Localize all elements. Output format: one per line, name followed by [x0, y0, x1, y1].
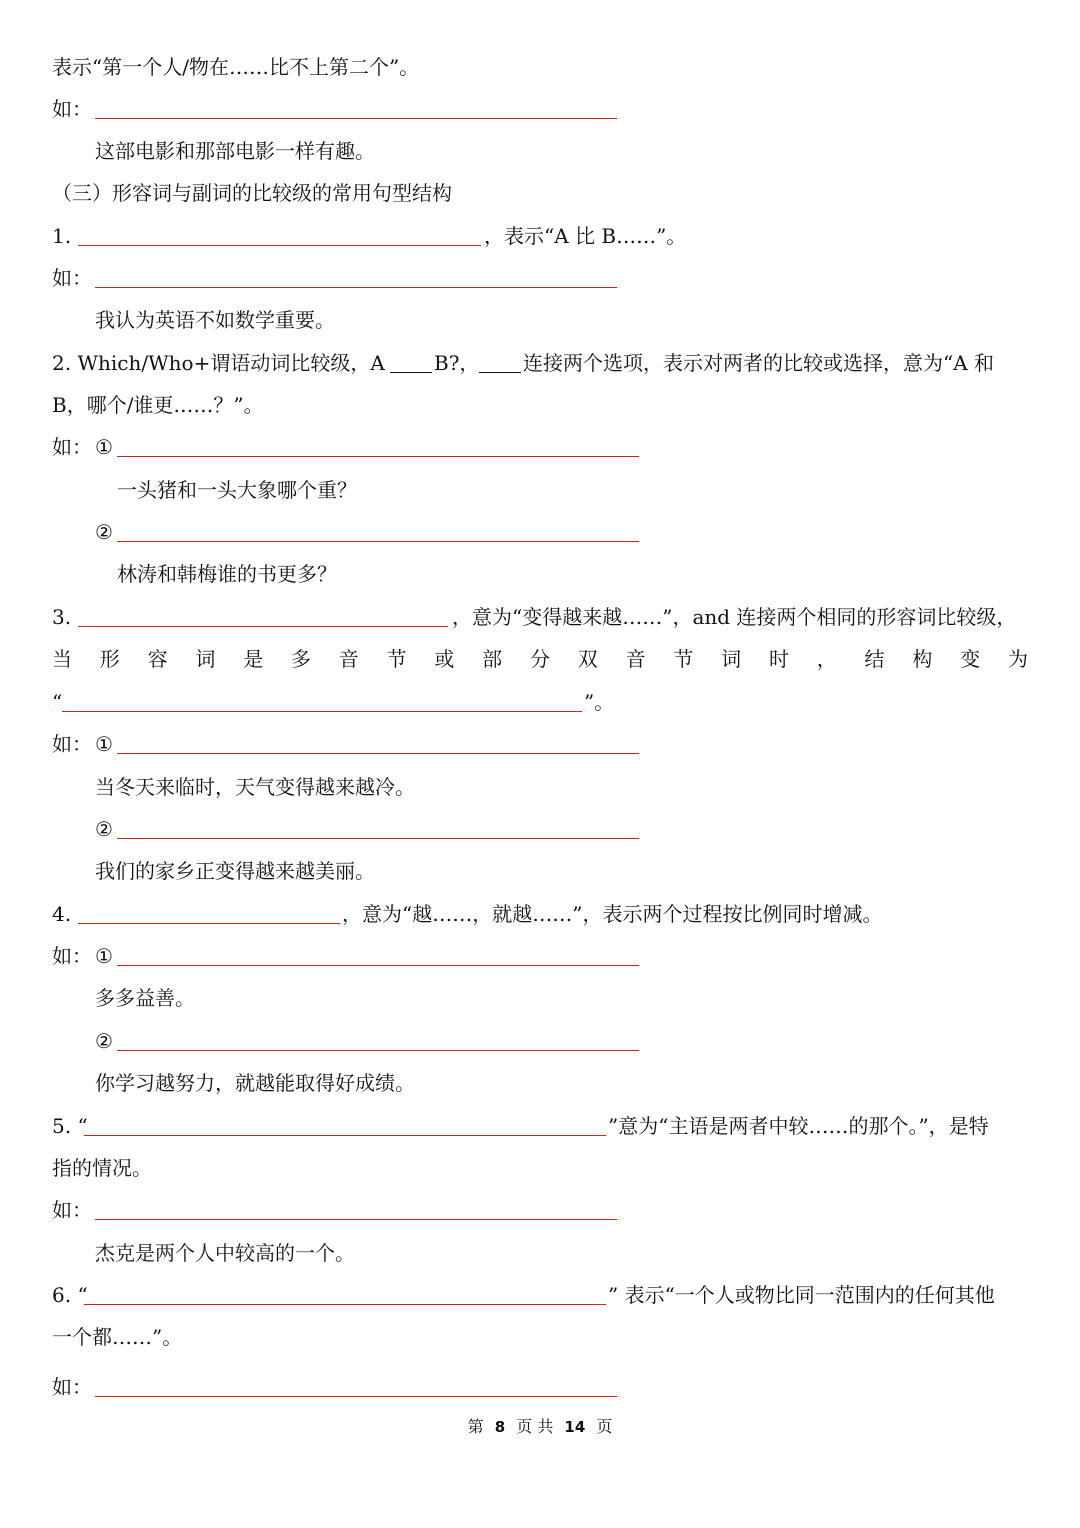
char: 构: [912, 647, 933, 671]
item-text: 2. Which/Who+谓语动词比较级，A: [52, 351, 385, 375]
answer-blank[interactable]: [117, 753, 639, 754]
char: 容: [147, 647, 168, 671]
char: 词: [721, 647, 742, 671]
quote-mark: “: [52, 690, 63, 714]
item-number: 6. “: [52, 1283, 88, 1307]
section-title-text: （三）形容词与副词的比较级的常用句型结构: [52, 181, 452, 205]
example-text: 我认为英语不如数学重要。: [95, 308, 335, 332]
item-description: ”意为“主语是两者中较……的那个。”，是特: [608, 1114, 989, 1138]
sentence-text: 表示“第一个人/物在……比不上第二个”。: [52, 55, 420, 79]
item-number: 1.: [52, 224, 72, 248]
answer-blank[interactable]: [95, 287, 617, 288]
answer-blank[interactable]: [84, 1135, 606, 1136]
example-text: 一头猪和一头大象哪个重？: [117, 478, 357, 502]
example-text: 你学习越努力，就越能取得好成绩。: [95, 1071, 415, 1095]
answer-blank[interactable]: [78, 923, 340, 924]
char: 当: [52, 647, 72, 671]
char: 形: [99, 647, 120, 671]
answer-blank[interactable]: [78, 245, 481, 246]
footer-text: 页 共: [516, 1417, 554, 1436]
example-label: 如：: [52, 435, 92, 459]
char: 音: [338, 647, 359, 671]
char: 或: [434, 647, 455, 671]
example-text: 林涛和韩梅谁的书更多？: [117, 562, 337, 586]
item-description: ，意为“越……，就越……”，表示两个过程按比例同时增减。: [342, 902, 883, 926]
answer-blank[interactable]: [117, 965, 639, 966]
char: 词: [195, 647, 216, 671]
answer-blank[interactable]: [117, 1050, 639, 1051]
example-text: 我们的家乡正变得越来越美丽。: [95, 859, 375, 883]
answer-blank[interactable]: [95, 118, 617, 119]
item-number: 4.: [52, 902, 72, 926]
example-label: 如：: [52, 1198, 92, 1222]
quote-mark: ”。: [584, 690, 615, 714]
char: ，: [816, 647, 837, 671]
circled-number: ①: [95, 944, 113, 968]
total-pages: 14: [564, 1418, 586, 1436]
item-description: ，表示“A 比 B……”。: [484, 224, 687, 248]
char: 音: [625, 647, 646, 671]
item-number: 5. “: [52, 1114, 88, 1138]
char: 结: [864, 647, 885, 671]
example-text: 杰克是两个人中较高的一个。: [95, 1241, 355, 1265]
circled-number: ②: [95, 520, 113, 544]
char: 时: [768, 647, 789, 671]
page-number: 8: [494, 1418, 506, 1436]
char: 为: [1007, 647, 1028, 671]
example-label: 如：: [52, 732, 92, 756]
circled-number: ①: [95, 732, 113, 756]
circled-number: ②: [95, 817, 113, 841]
example-label: 如：: [52, 944, 92, 968]
item-text: B?，: [434, 351, 480, 375]
item-text: 一个都……”。: [52, 1325, 183, 1349]
answer-blank[interactable]: [117, 456, 639, 457]
example-text: 当冬天来临时，天气变得越来越冷。: [95, 775, 415, 799]
example-label: 如：: [52, 97, 92, 121]
char: 部: [482, 647, 503, 671]
answer-blank[interactable]: [62, 711, 582, 712]
example-text: 这部电影和那部电影一样有趣。: [95, 139, 375, 163]
char: 双: [577, 647, 598, 671]
item-text: 指的情况。: [52, 1156, 152, 1180]
item-description: ” 表示“一个人或物比同一范围内的任何其他: [608, 1283, 995, 1307]
answer-blank-short[interactable]: [479, 372, 521, 373]
char: 多: [290, 647, 311, 671]
footer-text: 第: [467, 1417, 484, 1436]
char: 变: [960, 647, 981, 671]
char: 分: [529, 647, 550, 671]
answer-blank[interactable]: [117, 541, 639, 542]
char: 节: [673, 647, 694, 671]
item-text: 连接两个选项，表示对两者的比较或选择，意为“A 和: [523, 351, 995, 375]
item-number: 3.: [52, 605, 72, 629]
char: 是: [243, 647, 264, 671]
justified-text: [52, 644, 1028, 674]
example-label: 如：: [52, 266, 92, 290]
char: 节: [386, 647, 407, 671]
answer-blank[interactable]: [84, 1304, 606, 1305]
answer-blank[interactable]: [78, 626, 448, 627]
circled-number: ①: [95, 435, 113, 459]
footer-text: 页: [596, 1417, 613, 1436]
item-description: ，意为“变得越来越……”，and 连接两个相同的形容词比较级，: [452, 605, 1017, 629]
answer-blank[interactable]: [95, 1396, 617, 1397]
example-label: 如：: [52, 1375, 92, 1399]
item-text: B，哪个/谁更……？”。: [52, 393, 264, 417]
page-footer: [0, 1415, 1080, 1439]
answer-blank-short[interactable]: [390, 372, 432, 373]
answer-blank[interactable]: [95, 1219, 617, 1220]
example-text: 多多益善。: [95, 986, 195, 1010]
answer-blank[interactable]: [117, 838, 639, 839]
circled-number: ②: [95, 1029, 113, 1053]
